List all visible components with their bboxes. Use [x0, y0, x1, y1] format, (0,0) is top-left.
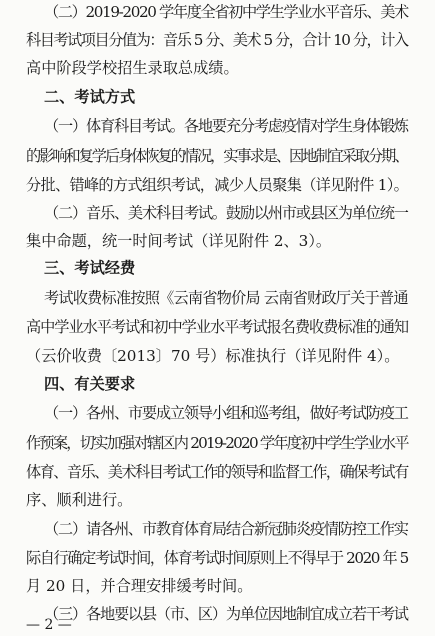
text-line: 高中学业水平考试和初中学业水平考试报名费收费标准的通知	[26, 318, 409, 336]
text-line: 际自行确定考试时间，体育考试时间原则上不得早于 2020 年 5	[26, 549, 408, 567]
text-line: 序、顺利进行。	[26, 491, 133, 509]
text-line: 高中阶段学校招生录取总成绩。	[26, 59, 239, 77]
text-line: （二）音乐、美术科目考试。鼓励以州市或县区为单位统一	[44, 204, 408, 222]
text-line: 考试收费标准按照《云南省物价局 云南省财政厅关于普通	[44, 289, 408, 307]
text-line: 月 20 日，并合理安排缓考时间。	[26, 577, 253, 595]
section-heading: 二、考试方式	[44, 88, 136, 106]
text-line: （二）2019-2020 学年度全省初中学生学业水平音乐、美术	[44, 3, 408, 21]
section-heading: 三、考试经费	[44, 259, 136, 277]
section-heading: 四、有关要求	[44, 375, 136, 393]
text-line: （三）各地要以县（市、区）为单位因地制宜成立若干考试	[44, 605, 408, 623]
text-line: （二）请各州、市教育体育局结合新冠肺炎疫情防控工作实	[44, 520, 408, 538]
page-number: — 2 —	[26, 617, 72, 633]
text-line: （云价收费〔2013〕70 号）标准执行（详见附件 4）。	[26, 347, 400, 365]
text-line: 体育、音乐、美术科目考试工作的领导和监督工作，确保考试有	[26, 463, 408, 481]
text-line: （一）各州、市要成立领导小组和巡考组，做好考试防疫工	[44, 404, 408, 422]
text-line: 的影响和复学后身体恢复的情况，实事求是、因地制宜采取分期、	[26, 147, 408, 165]
text-line: 分批、错峰的方式组织考试，减少人员聚集（详见附件 1）。	[26, 176, 409, 194]
text-line: 集中命题，统一时间考试（详见附件 2、3）。	[26, 232, 332, 250]
text-line: 科目考试项目分值为：音乐 5 分、美术 5 分，合计 10 分，计入	[26, 31, 408, 49]
text-line: 作预案，切实加强对辖区内 2019-2020 学年度初中学生学业水平	[26, 434, 408, 452]
text-line: （一）体育科目考试。各地要充分考虑疫情对学生身体锻炼	[44, 117, 408, 135]
